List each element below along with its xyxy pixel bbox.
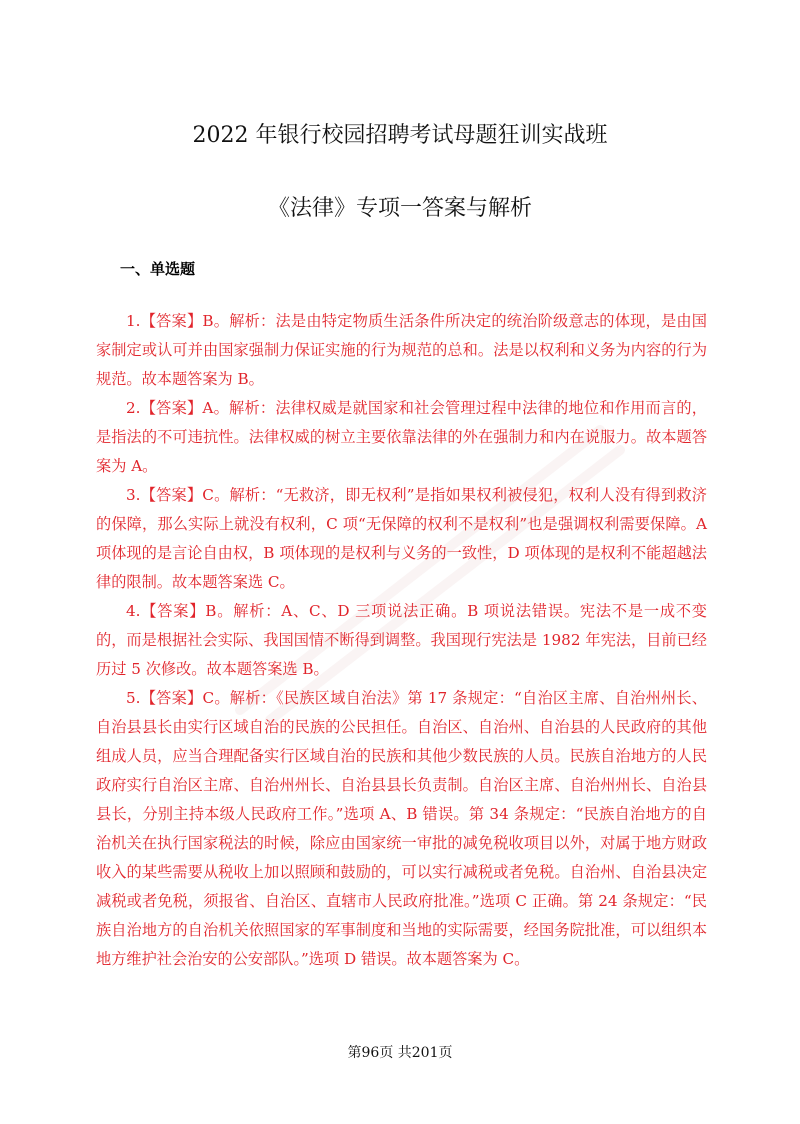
answer-list [96,307,707,974]
answer-item-3: 3.【答案】C。解析：“无救济，即无权利”是指如果权利被侵犯，权利人没有得到救济的保障，那么实际上就没有权利，C 项“无保障的权利不是权利”也是强调权利需要保障。A 项体现的是言论自由权，B 项体现的是权利与义务的一致性，D 项体现的是权利不能超越法律的限制。故本题答案选 C。 [96,486,707,591]
document-title: 2022 年银行校园招聘考试母题狂训实战班 [192,123,608,148]
answer-item-1: 1.【答案】B。解析：法是由特定物质生活条件所决定的统治阶级意志的体现，是由国家制定或认可并由国家强制力保证实施的行为规范的总和。法是以权利和义务为内容的行为规范。故本题答案为 B。 [96,312,707,388]
page-footer: 第96页 共201页 [347,1045,453,1061]
document-subtitle: 《法律》专项一答案与解析 [267,196,532,221]
answer-item-2: 2.【答案】A。解析：法律权威是就国家和社会管理过程中法律的地位和作用而言的，是指法的不可违抗性。法律权威的树立主要依靠法律的外在强制力和内在说服力。故本题答案为 A。 [96,399,707,475]
section-heading: 一、单选题 [120,260,196,278]
answer-item-5: 5.【答案】C。解析：《民族区域自治法》第 17 条规定：“自治区主席、自治州州长、自治县县长由实行区域自治的民族的公民担任。自治区、自治州、自治县的人民政府的其他组成人员，应当合理配备实行区域自治的民族和其他少数民族的人员。民族自治地方的人民政府实行自治区主席、自治州州长、自治县县长负责制。自治区主席、自治州州长、自治县县长，分别主持本级人民政府工作。”选项 A、B 错误。第 34 条规定：“民族自治地方的自治机关在执行国家税法的时候，除应由国家统一审批的减免税收项目以外，对属于地方财政收入的某些需要从税收上加以照顾和鼓励的，可以实行减税或者免税。自治州、自治县决定减税或者免税，须报省、自治区、直辖市人民政府批准。”选项 C 正确。第 24 条规定：“民族自治地方的自治机关依照国家的军事制度和当地的实际需要，经国务院批准，可以组织本地方维护社会治安的公安部队。”选项 D 错误。故本题答案为 C。 [96,689,707,968]
answer-item-4: 4.【答案】B。解析：A、C、D 三项说法正确。B 项说法错误。宪法不是一成不变的，而是根据社会实际、我国国情不断得到调整。我国现行宪法是 1982 年宪法，目前已经历过 5 次修改。故本题答案选 B。 [96,602,707,678]
